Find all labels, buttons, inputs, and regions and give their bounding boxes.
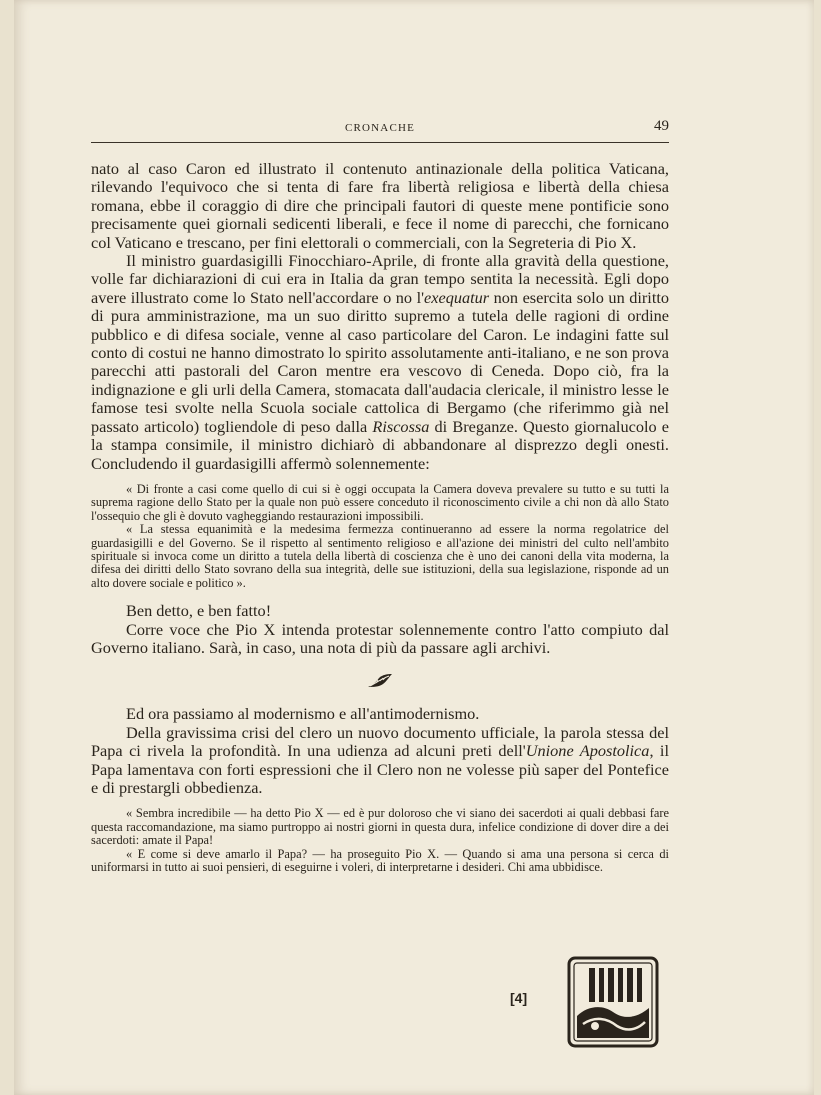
paragraph-1: nato al caso Caron ed illustrato il contenuto antinazionale della politica Vaticana, rilevando l'equivoco che si tenta di fare fra libertà religiosa e libertà della chiesa romana, ebbe il coraggio di dire che principali fautori di queste mene pontificie sono precisamente quei giornali sedicenti liberali, e fece il nome di parecchi, che fornicano col Vaticano e trescano, per fini elettorali o commerciali, con la Segreteria di Pio X.	[91, 159, 669, 252]
paragraph-4: Corre voce che Pio X intenda protestar solennemente contro l'atto compiuto dal Governo italiano. Sarà, in caso, una nota di più da passare agli archivi.	[91, 619, 669, 657]
quote-1: « Di fronte a casi come quello di cui si è oggi occupata la Camera doveva prevalere su tutto e su tutti la suprema ragione dello Stato per la quale non può essere conceduto il riconoscimento civile a chi non dà allo Stato l'ossequio che gli è dovuto vagheggiando restaurazioni impossibili.	[91, 481, 669, 523]
quote-4: « E come si deve amarlo il Papa? — ha proseguito Pio X. — Quando si ama una persona si cerca di uniformarsi in tutto ai suoi pensieri, di eseguirne i voleri, di interpretarne i desideri. Chi ama ubbidisce.	[91, 846, 669, 875]
quote-2: « La stessa equanimità e la medesima fermezza continueranno ad essere la norma regolatrice del guardasigilli e del Governo. Se il rispetto al sentimento religioso e all'azione dei ministri del culto nell'ambito spirituale si invoca come un diritto a tutela della libertà di coscienza che è uno dei canoni della vita moderna, la difesa dei diritti dello Stato sovrano della sua integrità, delle sue istituzioni, della sua legislazione, risponde ad un alto dovere sociale e politico ».	[91, 522, 669, 590]
paragraph-6	[91, 724, 669, 798]
leaf-ornament-icon	[367, 673, 393, 689]
signature-mark: [4]	[510, 990, 528, 1006]
paragraph-2-italic-exequatur: exequatur	[424, 287, 490, 307]
paragraph-6-part-b: , il Papa lamentava con forti espressioni che il Clero non ne volesse più saper del Pontefice e di prestargli obbedienza.	[91, 741, 669, 797]
quote-3: « Sembra incredibile — ha detto Pio X — ed è pur doloroso che vi siano dei sacerdoti ai quali debbasi fare questa raccomandazione, ma siamo purtroppo ai nostri giorni in questa dura, infelice condizione di dover dire a dei sacerdoti: amate il Papa!	[91, 806, 669, 848]
paragraph-3: Ben detto, e ben fatto!	[126, 601, 272, 621]
paragraph-6-part-a: Della gravissima crisi del clero un nuovo documento ufficiale, la parola stessa del Papa ci rivela la profondità. In una udienza ad alcuni preti dell'	[91, 722, 669, 761]
running-head-title: CRONACHE	[344, 122, 416, 134]
paragraph-2-part-b: non esercita solo un diritto di pura amministrazione, ma un suo diritto supremo a tutela delle ragioni di ordine pubblico e di difesa sociale, venne al caso particolare del Caron. Le indagini fatte sul conto di costui ne hanno dimostrato lo spirito assolutamente anti-italiano, e ne son prova parecchi atti pastorali del Caron mentre era vescovo di Ceneda. Dopo ciò, fra la indignazione e gli urli della Camera, stomacata dall'audacia clericale, il ministro lesse le famose tesi svolte nella Scuola sociale cattolica di Bergamo (che riferimmo già nel passato articolo) togliendole di peso dalla	[91, 287, 670, 436]
running-header	[91, 118, 669, 143]
paragraph-5: Ed ora passiamo al modernismo e all'antimodernismo.	[126, 704, 480, 724]
paragraph-6-italic-unione: Unione Apostolica	[525, 741, 650, 761]
paragraph-2	[91, 252, 669, 473]
paragraph-2-part-a: Il ministro guardasigilli Finocchiaro-Aprile, di fronte alla gravità della questione, volle far dichiarazioni di cui era in Italia da gran tempo sentita la necessità. Egli dopo avere illustrato come lo Stato nell'accordare o no l'	[91, 251, 669, 307]
paragraph-2-italic-riscossa: Riscossa	[372, 416, 430, 436]
article-body	[91, 160, 669, 874]
page-number: 49	[654, 118, 669, 134]
library-stamp-icon	[567, 956, 659, 1048]
paragraph-2-part-c: di Breganze. Questo giornalucolo e la stampa consimile, il ministro dichiarò di abbandonare al disprezzo degli onesti. Concludendo il guardasigilli affermò solennemente:	[91, 416, 669, 473]
section-ornament	[91, 657, 669, 705]
